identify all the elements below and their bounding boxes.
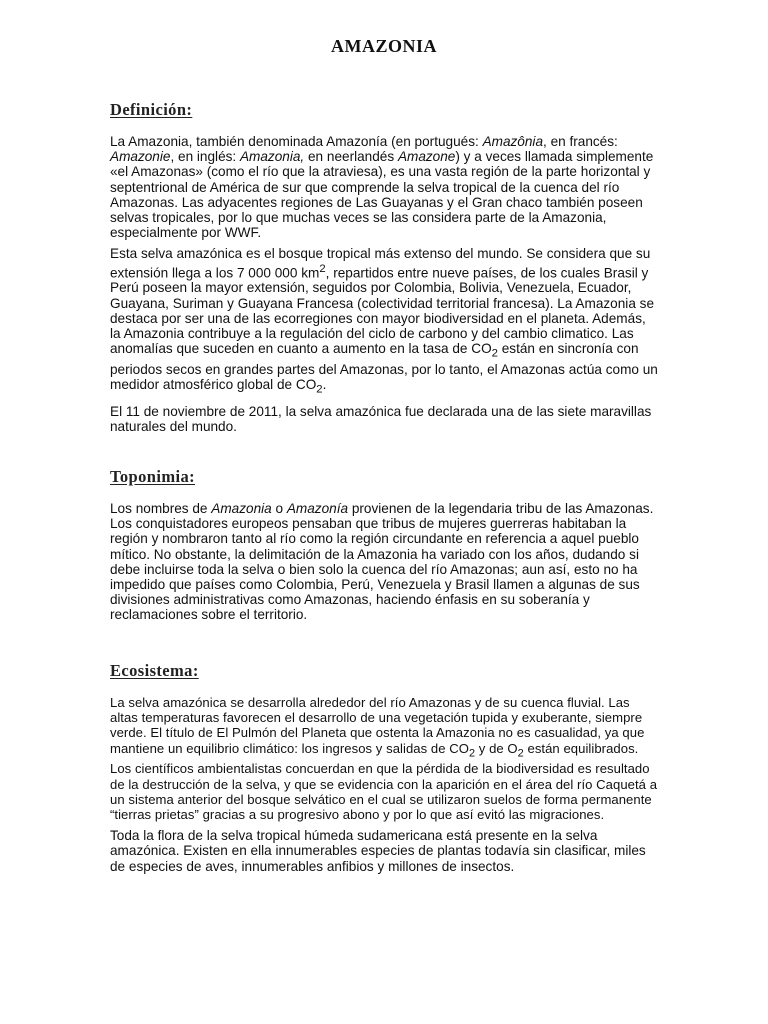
section-ecosistema [110,661,658,880]
definicion-paragraph-2: Esta selva amazónica es el bosque tropical más extenso del mundo. Se considera que su extensión llega a los 7 000 000 $km^2$, repartidos entre nueve países, de los cuales Brasil y Perú poseen la mayor extensión, seguidos por Colombia, Bolivia, Venezuela, Ecuador, Guayana, Suriman y Guayana Francesa (colectividad territorial francesa). La Amazonia se destaca por ser una de las ecorregiones con mayor biodiversidad en el planeta. Además, la Amazonia contribuye a la regulación del ciclo de carbono y del cambio climatico. Las anomalías que suceden en cuanto a aumento en la tasa de $CO_2$ están en sincronía con periodos secos en grandes partes del Amazonas, por lo tanto, el Amazonas actúa como un medidor atmosférico global de $CO_2$. [110,246,658,397]
toponimia-paragraph-1: Los nombres de Amazonia o Amazonía provienen de la legendaria tribu de las Amazonas. Los conquistadores europeos pensaban que tribus de mujeres guerreras habitaban la región y nombraron tanto al río como la región circundante en referencia a aquel pueblo mítico. No obstante, la delimitación de la Amazonia ha variado con los años, dudando si debe incluirse toda la selva o bien solo la cuenca del río Amazonas; aun así, esto no ha impedido que países como Colombia, Perú, Venezuela y Brasil llamen a algunas de sus divisiones administrativas como Amazonas, haciendo énfasis en su soberanía y reclamaciones sobre el territorio. [110,501,654,623]
ecosistema-paragraph-1: La selva amazónica se desarrolla alrededor del río Amazonas y de su cuenca fluvial. Las altas temperaturas favorecen el desarrollo de una vegetación tupida y exuberante, siempre verde. El título de El Pulmón del Planeta que ostenta la Amazonia no es casualidad, ya que mantiene un equilibrio climático: los ingresos y salidas de $CO_2$ y de $O_2$ están equilibrados. Los científicos ambientalistas concuerdan en que la pérdida de la biodiversidad es resultado de la destrucción de la selva, y que se evidencia con la aparición en el área del río Caquetá a un sistema anterior del bosque selvático en el cual se utilizaron suelos de forma permanente “tierras prietas” gracias a su progresivo abono y por lo que así evitó las migraciones. [110,695,658,823]
ecosistema-paragraph-2: Toda la flora de la selva tropical húmeda sudamericana está presente en la selva amazónica. Existen en ella innumerables especies de plantas todavía sin clasificar, miles de especies de aves, innumerables anfibios y millones de insectos. [110,828,646,874]
definicion-paragraph-1: La Amazonia, también denominada Amazonía (en portugués: Amazônia, en francés: Amazonie, en inglés: Amazonia, en neerlandés Amazone) y a veces llamada simplemente «el Amazonas» (como el río que la atraviesa), es una vasta región de la parte horizontal y septentrional de América de sur que comprende la selva tropical de la cuenca del río Amazonas. Las adyacentes regiones de Las Guayanas y el Gran chaco también poseen selvas tropicales, por lo que muchas veces se las considera parte de la Amazonia, especialmente por WWF. [110,134,654,241]
section-toponimia [110,467,658,629]
section-heading-ecosistema: Ecosistema: [110,661,199,680]
document-title: AMAZONIA [331,36,437,56]
definicion-paragraph-3: El 11 de noviembre de 2011, la selva amazónica fue declarada una de las siete maravillas naturales del mundo. [110,404,652,435]
section-heading-toponimia: Toponimia: [110,467,196,486]
section-heading-definicion: Definición: [110,100,193,119]
section-definicion [110,100,658,441]
